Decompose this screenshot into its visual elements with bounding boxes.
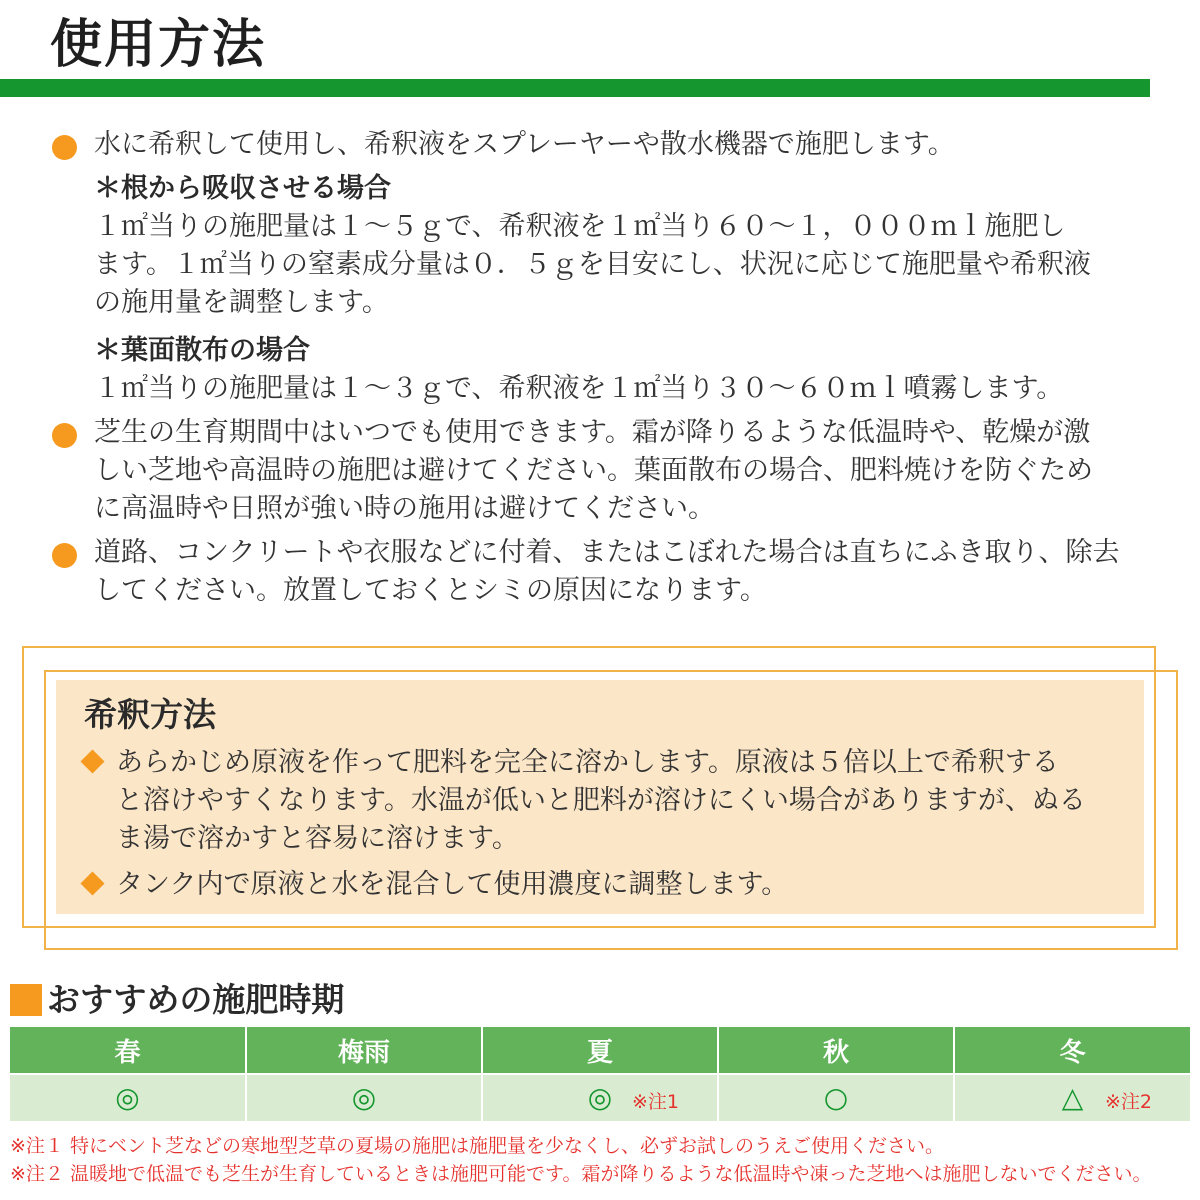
season-cell-summer (482, 1074, 718, 1121)
dilution-item-1-line-2: と溶けやすくなります。水温が低いと肥料が溶けにくい場合がありますが、ぬる (116, 785, 1086, 816)
usage-bullet-3-line-2: してください。放置しておくとシミの原因になります。 (94, 575, 767, 606)
usage-bullet-3-line-1: 道路、コンクリートや衣服などに付着、またはこぼれた場合は直ちにふき取り、除去 (94, 537, 1120, 568)
season-header-row (10, 1027, 1190, 1074)
orange-diamond-icon (80, 749, 104, 773)
footnotes (10, 1132, 1200, 1188)
foliar-spray-line-1: １㎡当りの施肥量は１～３ｇで、希釈液を１㎡当り３０～６０ｍｌ噴霧します。 (94, 373, 1064, 404)
summer-note-ref: ※注1 (631, 1091, 679, 1113)
season-header-rainy: 梅雨 (246, 1027, 482, 1074)
dilution-item-2-text: タンク内で原液と水を混合して使用濃度に調整します。 (116, 869, 789, 900)
winter-note-ref: ※注2 (1104, 1091, 1152, 1113)
dilution-item-1-line-1: あらかじめ原液を作って肥料を完全に溶かします。原液は５倍以上で希釈する (116, 747, 1059, 778)
season-header-autumn: 秋 (718, 1027, 954, 1074)
season-header-summer: 夏 (482, 1027, 718, 1074)
usage-bullet-2-line-1: 芝生の生育期間中はいつでも使用できます。霜が降りるような低温時や、乾燥が激 (94, 417, 1091, 448)
root-absorption-line-3: の施用量を調整します。 (94, 287, 389, 318)
season-cell-spring (10, 1074, 246, 1121)
foliar-spray-block (50, 332, 1160, 408)
season-cell-rainy (246, 1074, 482, 1121)
root-absorption-block (50, 170, 1160, 322)
usage-bullet-1 (50, 126, 1160, 164)
double-circle-icon: ◎ (115, 1081, 140, 1114)
dilution-list (80, 744, 1130, 904)
season-cell-winter (954, 1074, 1190, 1121)
page-title: 使用方法 (50, 15, 267, 75)
root-absorption-line-1: １㎡当りの施肥量は１～５ｇで、希釈液を１㎡当り６０～１，０００ｍｌ施肥し (94, 211, 1066, 242)
orange-diamond-icon (80, 871, 104, 895)
usage-bullet-2-line-3: に高温時や日照が強い時の施用は避けてください。 (94, 493, 715, 524)
title-underline (0, 79, 1150, 97)
season-header-spring: 春 (10, 1027, 246, 1074)
season-header-winter: 冬 (954, 1027, 1190, 1074)
root-absorption-heading: ＊根から吸収させる場合 (94, 173, 391, 204)
root-absorption-line-2: ます。１㎡当りの窒素成分量は０．５ｇを目安にし、状況に応じて施肥量や希釈液 (94, 249, 1091, 280)
usage-section (50, 126, 1160, 610)
double-circle-icon: ◎ (351, 1081, 377, 1114)
season-mark-row (10, 1074, 1190, 1121)
season-cell-autumn (718, 1074, 954, 1121)
usage-bullet-2-line-2: しい芝地や高温時の施肥は避けてください。葉面散布の場合、肥料焼けを防ぐため (94, 455, 1093, 486)
triangle-icon: △ (1061, 1081, 1084, 1114)
dilution-title: 希釈方法 (84, 695, 216, 734)
usage-bullet-2 (50, 414, 1160, 528)
dilution-item-1 (80, 744, 1130, 858)
usage-bullet-3 (50, 534, 1160, 610)
dilution-item-2 (80, 866, 1130, 904)
foliar-spray-heading: ＊葉面散布の場合 (94, 335, 310, 366)
orange-dot-icon (52, 543, 77, 568)
usage-bullet-1-text: 水に希釈して使用し、希釈液をスプレーヤーや散水機器で施肥します。 (94, 129, 955, 160)
recommended-timing-table (10, 1027, 1190, 1121)
footnote-2: ※注２ 温暖地で低温でも芝生が生育しているときは施肥可能です。霜が降りるような低温時や凍った芝地へは施肥しないでください。 (10, 1163, 1152, 1185)
circle-icon: ○ (823, 1081, 849, 1114)
orange-dot-icon (52, 423, 77, 448)
recommended-timing-title: おすすめの施肥時期 (47, 980, 345, 1019)
double-circle-icon: ◎ (587, 1081, 613, 1114)
orange-square-icon (10, 984, 42, 1016)
dilution-item-1-line-3: ま湯で溶かすと容易に溶けます。 (116, 823, 519, 854)
orange-dot-icon (52, 135, 77, 160)
footnote-1: ※注１ 特にベント芝などの寒地型芝草の夏場の施肥は施肥量を少なくし、必ずお試しのうえご使用ください。 (10, 1135, 944, 1157)
